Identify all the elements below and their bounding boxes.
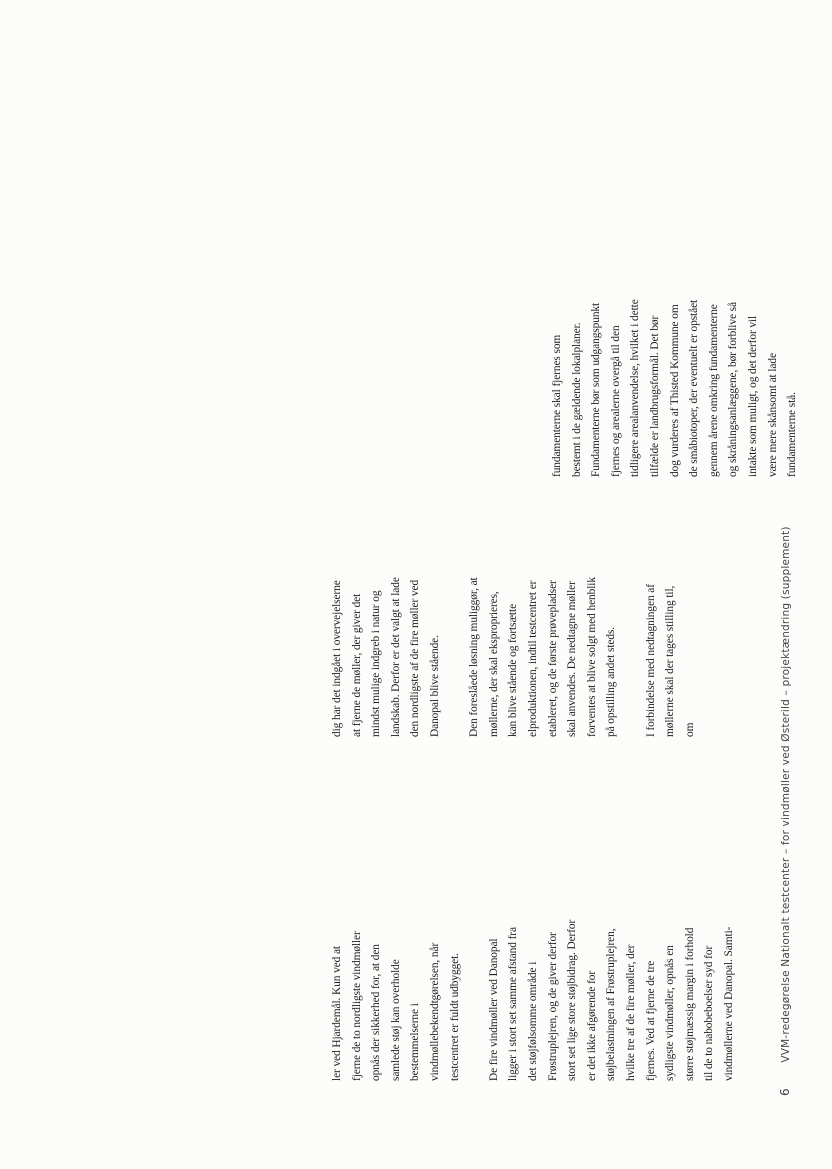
paragraph: dig har det indgået i overvejelserne at fjerne de møller, der giver det mindst mulige indgreb i natur og landskab. Derfor er det valgt at lade den nordligste af de fire møller ved Danopal blive stående. [331, 577, 441, 737]
paragraph: De fire vindmøller ved Danopal ligger i stort set samme afstand fra det støjfølsomme område i Frøstruplejren, og de giver derfor stort set lige store støjbidrag. Derfor er det ikke afgørende for støjbelastningen af Frøstruplejren, hvilke tre af de fire møller, der fjernes. Ved at fjerne de tre sydligste vindmøller, opnås en større støjmæssig margin i forhold til de to nabobeboelser syd for vindmøllerne ved Danopal. Samti- [487, 919, 735, 1081]
text-column-1 [328, 919, 739, 1081]
page-number: 6 [778, 1088, 792, 1096]
footer-text: VVM-redegørelse Nationalt testcenter – for vindmøller ved Østerild – projektændring (supplement) [780, 526, 792, 1063]
paragraph: I forbindelse med nedtagningen af møllerne skal der tages stilling til, om [644, 584, 696, 737]
paragraph: fundamenterne skal fjernes som bestemt i de gældende lokalplaner. Fundamenterne bør som udgangspunkt fjernes og arealerne overgå til den tidligere arealanvendelse, hvilket i dette tilfælde er landbrugsformål. Det bør dog vurderes af Thisted Kommune om de småbiotoper, der eventuelt er opstået gennem årene omkring fundamenterne og skråningsanlæggene, bør forblive så intakte som muligt, og det derfor vil være mere skånsomt at lade fundamenterne stå. [551, 299, 799, 477]
paragraph: ler ved Hjardemål. Kun ved at fjerne de to nordligste vindmøller opnås der sikkerhed for, at den samlede støj kan overholde bestemmelserne i vindmøllebekendtgørelsen, når testcentret er fuldt udbygget. [331, 931, 461, 1081]
text-column-2 [328, 575, 700, 737]
text-column-3 [548, 299, 803, 477]
paragraph: Den foreslåede løsning muliggør, at møllerne, der skal eksproprieres, kan blive stående og fortsætte elproduktionen, indtil testcentret er etableret, og de første prøvepladser skal anvendes. De nedtagne møller forventes at blive solgt med henblik på opstilling andet steds. [468, 577, 618, 737]
page-footer [778, 526, 792, 1096]
